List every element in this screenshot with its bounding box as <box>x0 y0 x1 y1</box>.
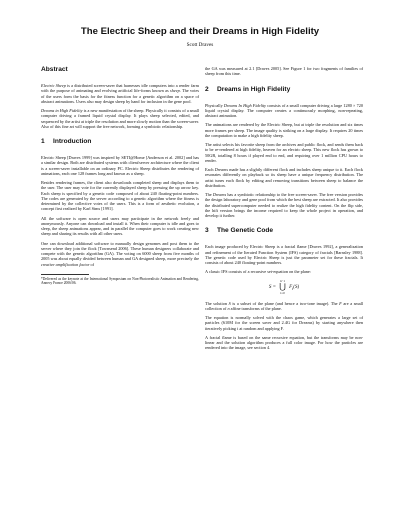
section-3-heading: 3 The Genetic Code <box>205 227 274 235</box>
intro-paragraph-3: All the software is open source and users may participate in the network freely and anonymously. Anyone can download and install it. When their computer is idle and goes to sleep, the sheep animations appear, and in parallel the computer goes to work creating new sheep and sharing its results with all other users. <box>41 215 199 237</box>
abstract-heading: Abstract <box>41 66 68 73</box>
abstract-paragraph-2: Dreams in High Fidelity is a new manifestation of the sheep. Physically it consists of a small computer driving a framed liquid crystal display. It plays sheep selected, edited, and sequenced by the artist at triple the resolution and more slowly motion than the screen-saver. Also of this fine art will support the free network, forming a symbiotic relationship. <box>41 108 199 129</box>
intro-paragraph-1: Electric Sheep [Draves 1999] was inspired by SETI@Home [Anderson et al. 2002] and has a similar design. Both are distributed systems with client/server architecture where the client is a screen-saver installable on an ordinary PC. Electric Sheep distributes the rendering of animations, each one 128 frames long and known as a sheep. <box>41 155 199 176</box>
dreams-paragraph-4: Each Dreams made has a slightly different flock and includes sheep unique to it. Each flock resonates differently on playback so its sheep have a unique frequency distribution. The artist tunes each flock by editing and removing transitions between sheep to balance the distribution. <box>205 167 363 188</box>
abstract-paragraph-1: Electric Sheep is a distributed screen-saver that harnesses idle computers into a render farm with the purpose of animating and evolving artificial life-forms known as sheep. The votes of the users form the basis for the fitness function for a genetic algorithm on a space of abstract animations. Users also may design sheep by hand for inclusion in the gene pool. <box>41 83 199 104</box>
footnote: *Delivered as the keynote at the International Symposium on Non-Photorealistic Animation and Rendering, Annecy France 2006/06. <box>41 276 199 286</box>
intro-paragraph-2: Besides rendering frames, the client also downloads completed sheep and displays them to the user. The user may vote for the currently displayed sheep by pressing the up arrow key. Each sheep is specified by a genetic code composed of about 240 floating-point numbers. The codes are generated by the server according to a genetic algorithm where the fitness is determined by the collective votes of the users. This is a form of aesthetic evolution, a concept first realized by Karl Sims [1991]. <box>41 180 199 212</box>
section-2-heading: 2 Dreams in High Fidelity <box>205 85 291 93</box>
section-1-heading: 1 Introduction <box>41 138 92 145</box>
genetic-paragraph-4: The equation is normally solved with the chaos game, which generates a large set of particles (610M for the screen saver and 2.4G for Dreams) by starting anywhere then iteratively picking i at random and applying F. <box>205 315 363 331</box>
intro-continuation: the GA was measured at 2.1 [Draves 2005]. See Figure 1 for two fragments of families of sheep from this time. <box>205 66 363 77</box>
dreams-paragraph-5: The Dreams has a symbiotic relationship to the free screen-saver. The free version provides the design laboratory and gene pool from which the best sheep are extracted. It also provides the distributed supercomputer needed to realize the high fidelity content. On the flip side, the hifi version brings the income required to keep the whole project in operation, and develop it further. <box>205 192 363 218</box>
genetic-paragraph-2: A classic IFS consists of a recursive set-equation on the plane: <box>205 269 311 275</box>
footnote-rule <box>41 274 89 275</box>
intro-paragraph-4: One can download additional software to manually design genomes and post them to the server where they join the flock [Townsend 2006]. These human designers collaborate and compete with the genetic algorithm (GA). The voting on 6000 sheep from five months of 2005 was about equally divided between human and GA designed sheep, more precisely the creative amplification factor of <box>41 240 199 267</box>
summation-symbol: n−1 ⋃ i=0 <box>279 278 286 295</box>
right-column <box>205 66 363 355</box>
dreams-paragraph-3: The artist selects his favorite sheep from the archives and public flock, and sends them back to be re-rendered at high fidelity, heaven for an electric sheep. This new flock has grown to 50GB, totalling 8 hours if played end to end, and requiring over 1 million CPU hours to render. <box>205 142 363 163</box>
left-column <box>41 66 199 286</box>
dreams-paragraph-1: Physically Dreams In High Fidelity consists of a small computer driving a large 1280 × 720 liquid crystal display. The computer creates a continuously morphing, non-repeating, abstract animation. <box>205 102 363 118</box>
genetic-paragraph-5: A fractal flame is based on the same recursive equation, but the transforms may be non-linear and the solution algorithm produces a full color image. For how the particles are rendered into the image, see section 4. <box>205 334 363 351</box>
ifs-equation: S = n−1 ⋃ i=0 $F_i(S)$ <box>268 278 300 295</box>
genetic-paragraph-3: The solution S is a subset of the plane (and hence a two-tone image). The F are a small collection of n affine transforms of the plane. <box>205 300 363 311</box>
paper-author: Scott Draves <box>186 42 214 48</box>
paper-title: The Electric Sheep and their Dreams in High Fidelity <box>80 26 320 37</box>
genetic-paragraph-1: Each image produced by Electric Sheep is a fractal flame [Draves 1992], a generalization and refinement of the Iterated Function System (IFS) category of fractals [Barnsley 1988]. The genetic code used by Electric Sheep is just the parameter set for these fractals. It consists of about 240 floating-point numbers. <box>205 244 363 265</box>
dreams-paragraph-2: The animations are rendered by the Electric Sheep, but at triple the resolution and six times more frames per sheep. The image quality is striking on a large display. It requires 20 times the computation to make a high fidelity sheep. <box>205 122 363 138</box>
